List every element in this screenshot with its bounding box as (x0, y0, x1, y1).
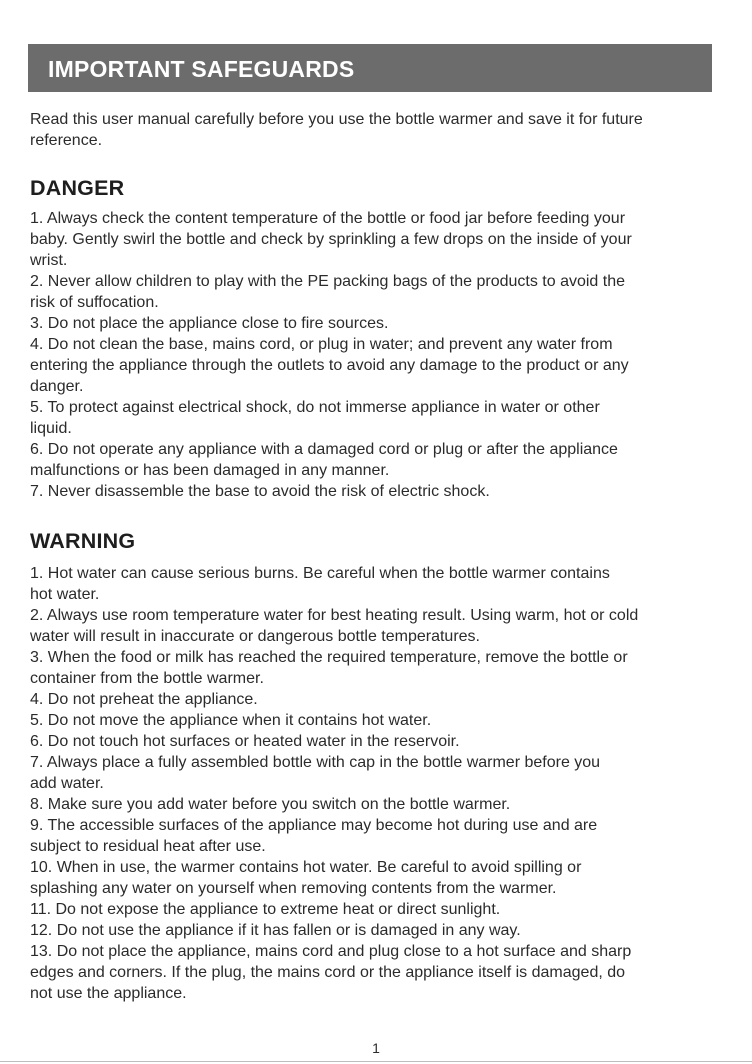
warning-item: 4. Do not preheat the appliance. (30, 691, 258, 708)
warning-heading: WARNING (30, 529, 136, 553)
warning-item: 1. Hot water can cause serious burns. Be careful when the bottle warmer contains hot water. (30, 565, 610, 603)
page-title: IMPORTANT SAFEGUARDS (48, 55, 355, 82)
manual-content (30, 109, 720, 1004)
warning-item: 3. When the food or milk has reached the required temperature, remove the bottle or container from the bottle warmer. (30, 649, 628, 687)
safeguards-banner (28, 44, 712, 92)
intro-paragraph: Read this user manual carefully before you use the bottle warmer and save it for future reference. (30, 111, 643, 149)
danger-item: 2. Never allow children to play with the PE packing bags of the products to avoid the risk of suffocation. (30, 273, 626, 311)
warning-item: 10. When in use, the warmer contains hot water. Be careful to avoid spilling or splashing any water on yourself when removing contents from the warmer. (30, 859, 582, 897)
danger-item: 4. Do not clean the base, mains cord, or plug in water; and prevent any water from entering the appliance through the outlets to avoid any damage to the product or any danger. (30, 336, 629, 395)
warning-list (30, 563, 720, 1004)
warning-item: 11. Do not expose the appliance to extreme heat or direct sunlight. (30, 901, 501, 918)
danger-item: 5. To protect against electrical shock, do not immerse appliance in water or other liquid. (30, 399, 600, 437)
warning-item: 6. Do not touch hot surfaces or heated water in the reservoir. (30, 733, 460, 750)
warning-item: 7. Always place a fully assembled bottle with cap in the bottle warmer before you add water. (30, 754, 601, 792)
warning-item: 5. Do not move the appliance when it contains hot water. (30, 712, 432, 729)
warning-item: 9. The accessible surfaces of the appliance may become hot during use and are subject to residual heat after use. (30, 817, 598, 855)
danger-list (30, 208, 720, 502)
footer-divider (0, 1061, 752, 1062)
danger-heading: DANGER (30, 176, 125, 200)
danger-item: 3. Do not place the appliance close to fire sources. (30, 315, 389, 332)
warning-item: 12. Do not use the appliance if it has fallen or is damaged in any way. (30, 922, 521, 939)
danger-item: 1. Always check the content temperature of the bottle or food jar before feeding your baby. Gently swirl the bottle and check by sprinkling a few drops on the inside of your wrist. (30, 210, 632, 269)
warning-item: 8. Make sure you add water before you switch on the bottle warmer. (30, 796, 511, 813)
danger-item: 7. Never disassemble the base to avoid the risk of electric shock. (30, 483, 490, 500)
danger-item: 6. Do not operate any appliance with a damaged cord or plug or after the appliance malfunctions or has been damaged in any manner. (30, 441, 618, 479)
warning-item: 13. Do not place the appliance, mains cord and plug close to a hot surface and sharp edges and corners. If the plug, the mains cord or the appliance itself is damaged, do not use the appliance. (30, 943, 632, 1002)
page-number: 1 (372, 1040, 380, 1056)
warning-item: 2. Always use room temperature water for best heating result. Using warm, hot or cold water will result in inaccurate or dangerous bottle temperatures. (30, 607, 639, 645)
